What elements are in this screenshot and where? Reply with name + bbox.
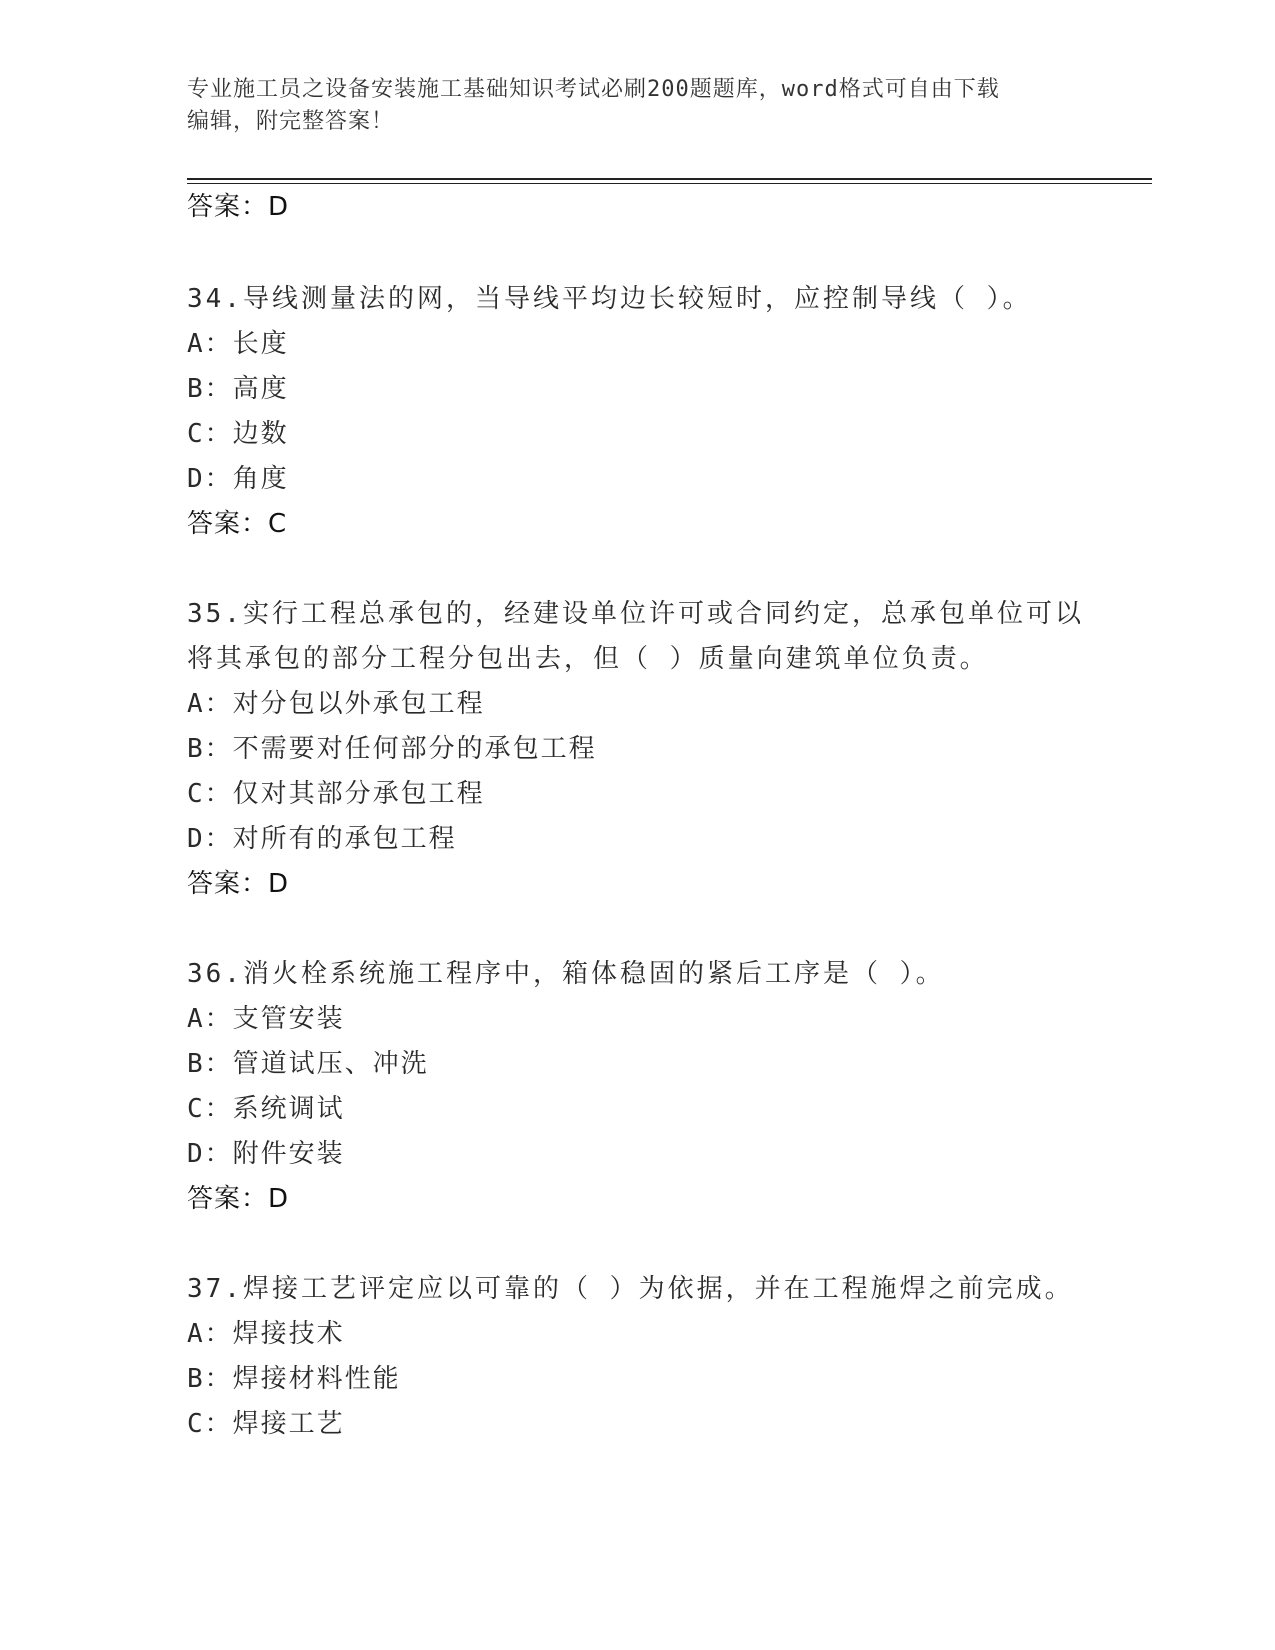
question-36-text: 36.消火栓系统施工程序中，箱体稳固的紧后工序是（ ）。	[187, 959, 945, 989]
question-34-option-a: A：长度	[187, 329, 289, 359]
question-35-option-c: C：仅对其部分承包工程	[187, 779, 485, 809]
answer-line: 答案：D	[187, 192, 290, 222]
question-34-text: 34.导线测量法的网，当导线平均边长较短时，应控制导线（ ）。	[187, 284, 1032, 314]
question-35-text-line-2: 将其承包的部分工程分包出去，但（ ）质量向建筑单位负责。	[187, 644, 989, 674]
question-34-option-c: C：边数	[187, 419, 289, 449]
question-35-answer: 答案：D	[187, 869, 290, 899]
question-37-option-c: C：焊接工艺	[187, 1409, 345, 1439]
question-36-option-b: B：管道试压、冲洗	[187, 1049, 429, 1079]
header-rule-thick	[187, 178, 1152, 180]
question-36-option-d: D：附件安装	[187, 1139, 345, 1169]
header-line-1: 专业施工员之设备安装施工基础知识考试必刷200题题库，word格式可自由下载	[187, 77, 1000, 102]
header-rule-thin	[187, 183, 1152, 184]
question-37-option-b: B：焊接材料性能	[187, 1364, 401, 1394]
document-header	[187, 74, 1087, 138]
question-36-answer: 答案：D	[187, 1184, 290, 1214]
question-34-option-d: D：角度	[187, 464, 289, 494]
question-35-text-line-1: 35.实行工程总承包的，经建设单位许可或合同约定，总承包单位可以	[187, 599, 1084, 629]
question-34-answer: 答案：C	[187, 509, 288, 539]
question-36-option-a: A：支管安装	[187, 1004, 345, 1034]
question-35-option-a: A：对分包以外承包工程	[187, 689, 485, 719]
question-36-option-c: C：系统调试	[187, 1094, 345, 1124]
question-37-text: 37.焊接工艺评定应以可靠的（ ）为依据，并在工程施焊之前完成。	[187, 1274, 1074, 1304]
question-35-option-b: B：不需要对任何部分的承包工程	[187, 734, 597, 764]
question-37-option-a: A：焊接技术	[187, 1319, 345, 1349]
question-34-option-b: B：高度	[187, 374, 289, 404]
question-35-option-d: D：对所有的承包工程	[187, 824, 457, 854]
header-line-2: 编辑，附完整答案！	[187, 109, 395, 134]
